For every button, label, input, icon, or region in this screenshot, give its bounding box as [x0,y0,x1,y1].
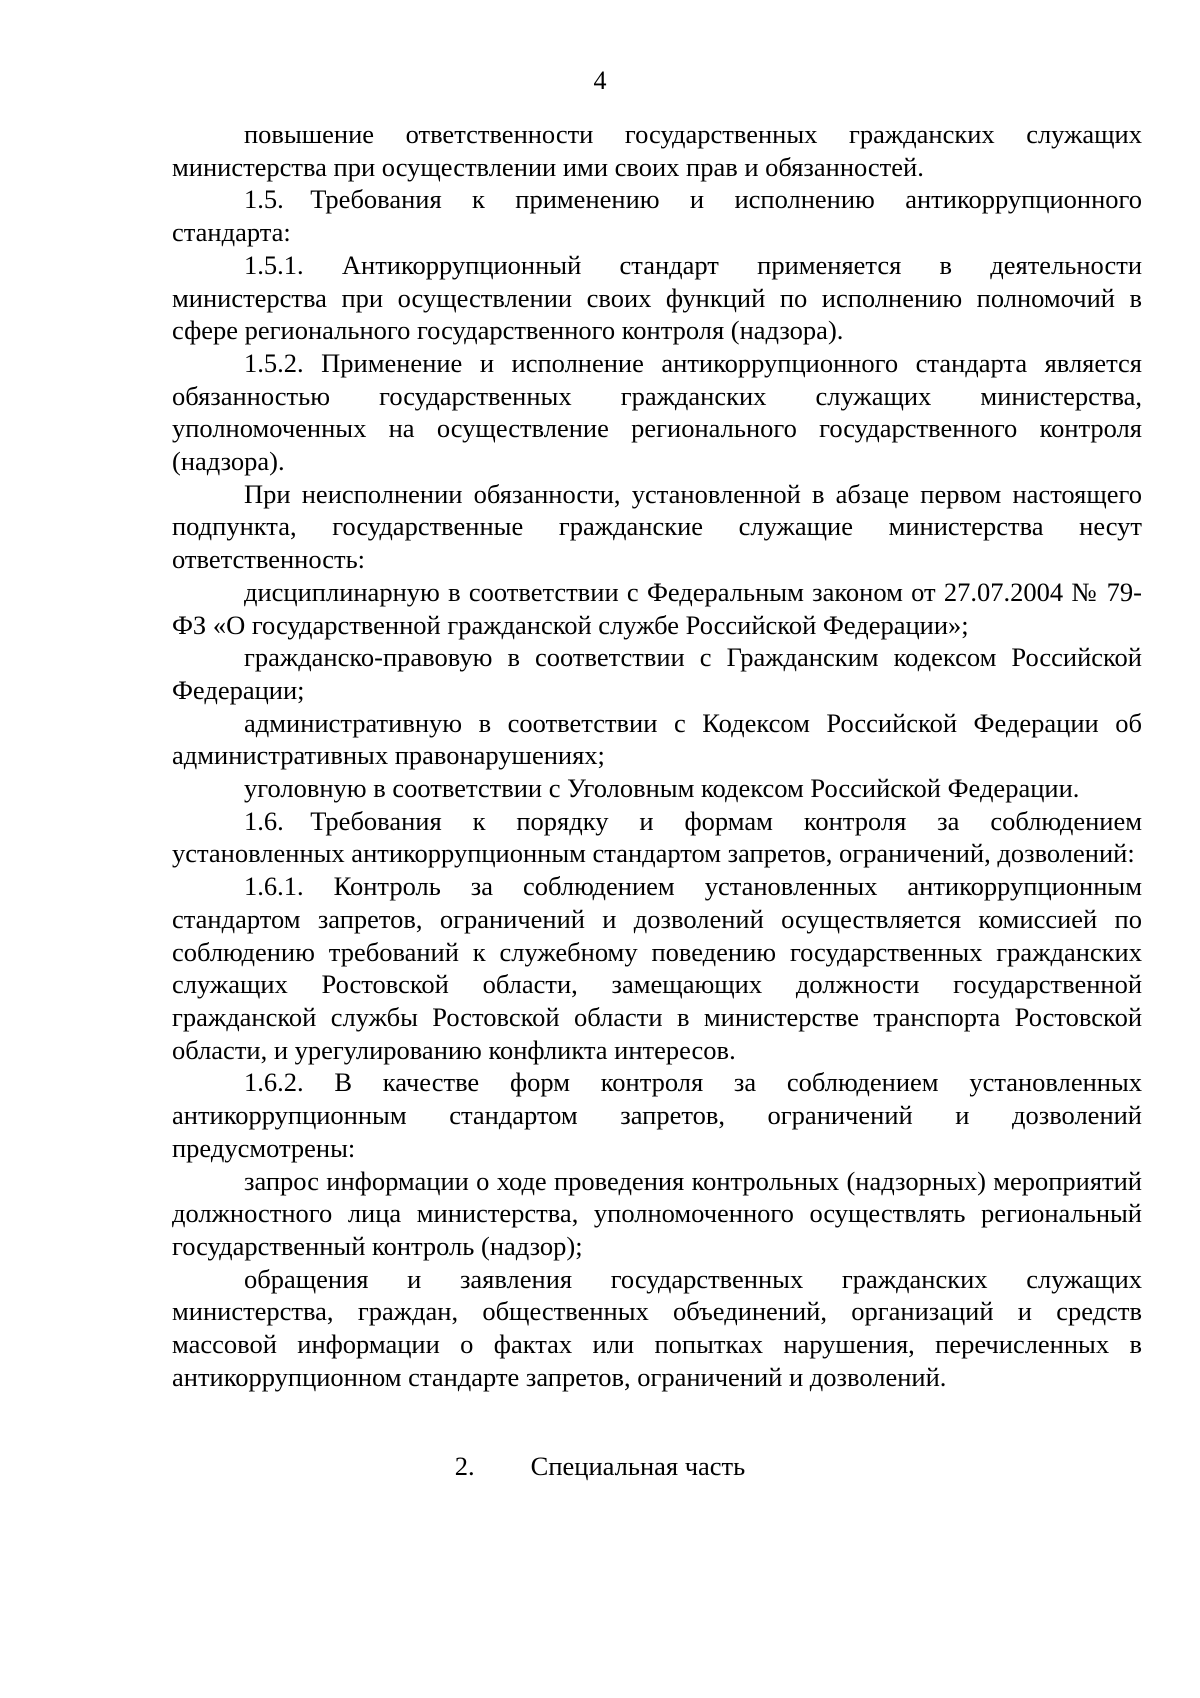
paragraph-criminal: уголовную в соответствии с Уголовным кодексом Российской Федерации. [244,773,1080,804]
paragraph-1-5-1: 1.5.1. Антикоррупционный стандарт применяется в деятельности министерства при осуществлении своих функций по исполнению полномочий в сфере регионального государственного контроля (надзора). [172,249,1142,346]
paragraph-1-5-2: 1.5.2. Применение и исполнение антикоррупционного стандарта является обязанностью государственных гражданских служащих министерства, уполномоченных на осуществление регионального государственного контроля (надзора). [172,347,1142,477]
paragraph-1-6-1: 1.6.1. Контроль за соблюдением установленных антикоррупционным стандартом запретов, ограничений и дозволений осуществляется комиссией по соблюдению требований к служебному поведению государственных гражданских служащих Ростовской области, замещающих должности государственной гражданской службы Ростовской области в министерстве транспорта Ростовской области, и урегулированию конфликта интересов. [172,871,1142,1065]
paragraph-1-5: 1.5. Требования к применению и исполнению антикоррупционного стандарта: [172,184,1142,248]
paragraph-appeals: обращения и заявления государственных гражданских служащих министерства, граждан, общественных объединений, организаций и средств массовой информации о фактах или попытках нарушения, перечисленных в антикоррупционном стандарте запретов, ограничений и дозволений. [172,1263,1142,1392]
paragraph-disciplinary: дисциплинарную в соответствии с Федеральным законом от 27.07.2004 № 79-ФЗ «О государственной гражданской службе Российской Федерации»; [172,576,1142,640]
document-body [172,118,1142,1393]
paragraph-1-6-2: 1.6.2. В качестве форм контроля за соблюдением установленных антикоррупционным стандартом запретов, ограничений и дозволений предусмотрены: [172,1067,1142,1163]
section-heading [0,1450,1200,1482]
paragraph-responsibility: повышение ответственности государственных гражданских служащих министерства при осуществлении ими своих прав и обязанностей. [172,119,1142,182]
paragraph-civil-law: гражданско-правовую в соответствии с Гражданским кодексом Российской Федерации; [172,642,1142,705]
section-number: 2. [454,1451,475,1481]
paragraph-information-request: запрос информации о ходе проведения контрольных (надзорных) мероприятий должностного лица министерства, уполномоченного осуществлять региональный государственный контроль (надзор); [172,1165,1142,1261]
paragraph-administrative: административную в соответствии с Кодексом Российской Федерации об административных правонарушениях; [172,707,1142,771]
paragraph-1-6: 1.6. Требования к порядку и формам контроля за соблюдением установленных антикоррупционным стандартом запретов, ограничений, дозволений: [172,805,1142,869]
page-number: 4 [593,66,607,95]
section-title: Специальная часть [530,1451,746,1481]
paragraph-non-compliance: При неисполнении обязанности, установленной в абзаце первом настоящего подпункта, государственные гражданские служащие министерства несут ответственность: [172,478,1142,575]
